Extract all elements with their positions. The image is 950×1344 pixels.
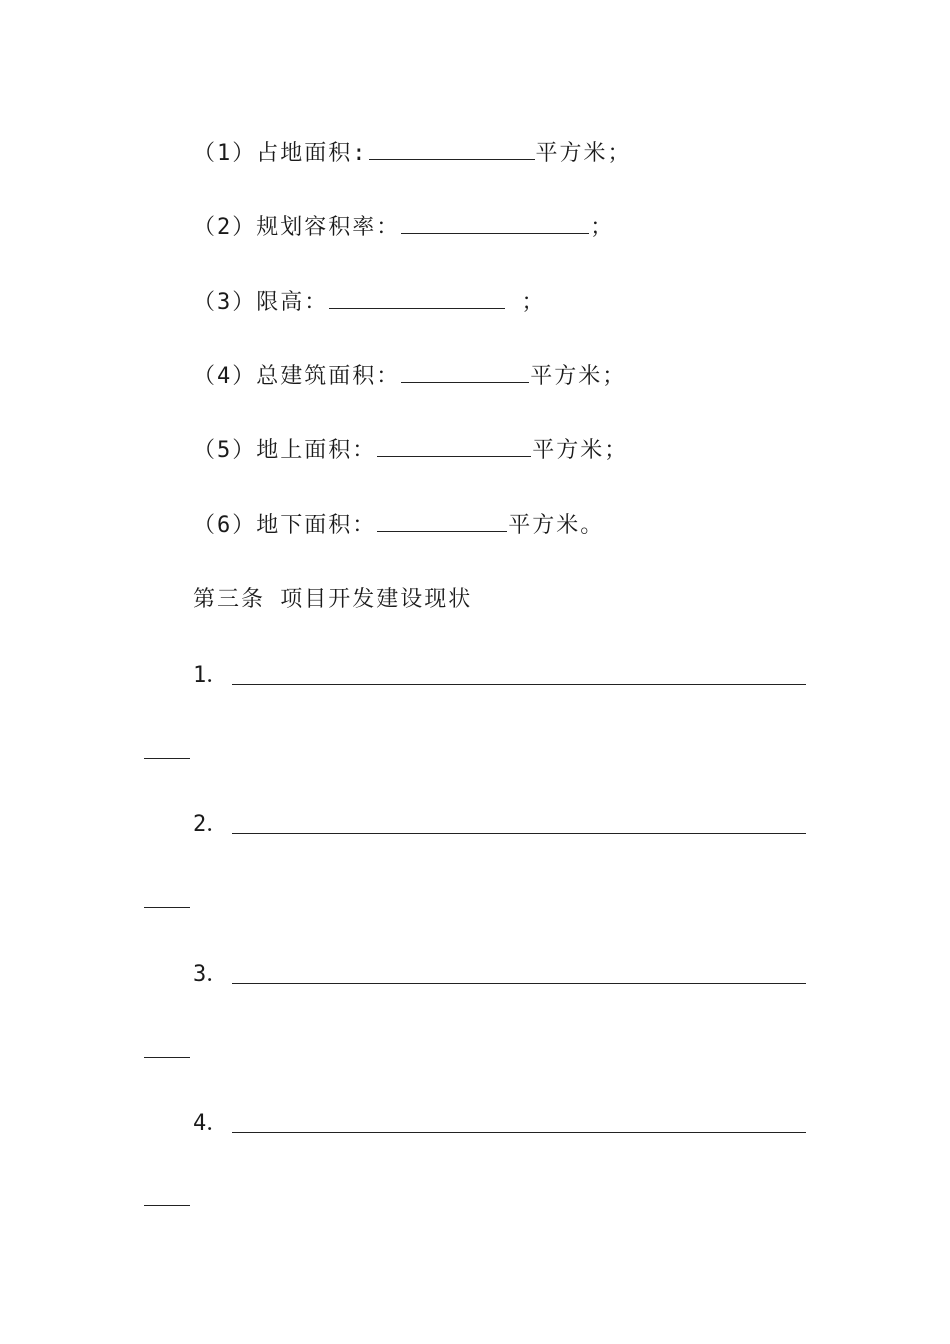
item-label: （1）占地面积: — [193, 141, 368, 166]
status-line-1-blank[interactable] — [232, 684, 806, 685]
status-line-1-continuation[interactable] — [144, 758, 190, 759]
item-unit: 平方米。 — [508, 513, 605, 538]
status-number-2: 2． — [193, 812, 229, 837]
fill-blank[interactable] — [401, 362, 529, 383]
item-unit: 平方米； — [535, 141, 632, 166]
item-height-limit — [193, 288, 546, 317]
item-unit: 平方米； — [530, 364, 627, 389]
item-unit: ； — [590, 215, 615, 240]
item-land-area — [193, 139, 632, 168]
status-line-3-blank[interactable] — [232, 983, 806, 984]
status-line-2-continuation[interactable] — [144, 907, 190, 908]
item-underground-area — [193, 511, 604, 540]
item-above-ground-area — [193, 436, 628, 465]
status-line-4-blank[interactable] — [232, 1132, 806, 1133]
item-label: （3）限高： — [193, 290, 329, 315]
item-label: （6）地下面积： — [193, 513, 377, 538]
status-line-2-blank[interactable] — [232, 833, 806, 834]
status-number-1: 1． — [193, 663, 229, 688]
status-number-4: 4． — [193, 1111, 229, 1136]
item-plot-ratio — [193, 213, 614, 242]
item-unit: ； — [506, 290, 546, 315]
status-line-4-continuation[interactable] — [144, 1205, 190, 1206]
fill-blank[interactable] — [369, 139, 535, 160]
item-label: （5）地上面积： — [193, 438, 377, 463]
status-line-3-continuation[interactable] — [144, 1057, 190, 1058]
article-heading: 第三条 项目开发建设现状 — [193, 587, 473, 612]
status-number-3: 3． — [193, 962, 229, 987]
item-total-floor-area — [193, 362, 626, 391]
fill-blank[interactable] — [377, 436, 531, 457]
fill-blank[interactable] — [401, 213, 589, 234]
fill-blank[interactable] — [377, 511, 507, 532]
item-label: （2）规划容积率： — [193, 215, 401, 240]
fill-blank[interactable] — [329, 288, 505, 309]
item-unit: 平方米； — [532, 438, 629, 463]
item-label: （4）总建筑面积： — [193, 364, 401, 389]
